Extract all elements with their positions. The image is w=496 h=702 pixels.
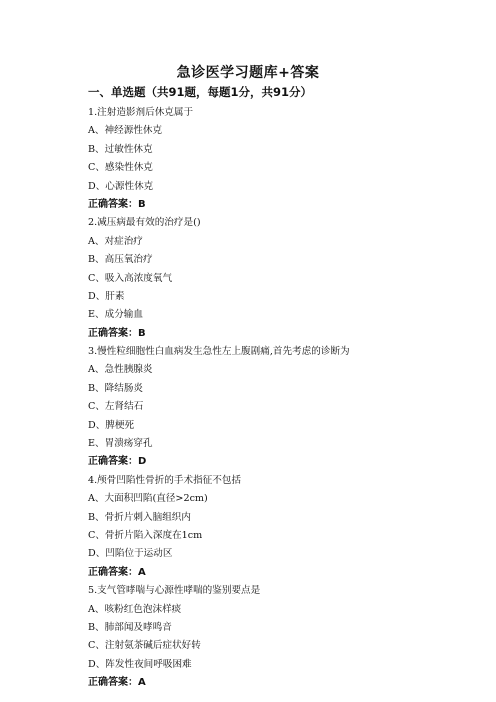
answer-option: A、对症治疗 [88, 235, 143, 247]
answer-option: B、过敏性休克 [88, 143, 153, 155]
question-block [88, 214, 418, 343]
correct-answer: 正确答案：A [88, 566, 146, 578]
correct-answer: 正确答案：B [88, 198, 146, 210]
correct-answer: 正确答案：A [88, 677, 146, 689]
answer-option: E、胃溃疡穿孔 [88, 438, 153, 450]
answer-option: B、降结肠炎 [88, 382, 144, 394]
answer-option: A、咳粉红色泡沫样痰 [88, 603, 182, 615]
answer-option: E、成分输血 [88, 309, 143, 321]
answer-option: B、高压氧治疗 [88, 254, 153, 266]
answer-option: C、吸入高浓度氧气 [88, 272, 173, 284]
answer-option: C、注射氨茶碱后症状好转 [88, 640, 201, 652]
question-stem: 1.注射造影剂后休克属于 [88, 107, 194, 118]
answer-option: A、大面积凹陷(直径>2cm) [88, 493, 208, 505]
question-block [88, 472, 418, 582]
answer-option: A、急性胰腺炎 [88, 364, 153, 376]
question-block [88, 582, 418, 692]
question-block [88, 343, 418, 472]
answer-option: A、神经源性休克 [88, 125, 163, 137]
answer-option: D、阵发性夜间呼吸困难 [88, 658, 192, 670]
document-title: 急诊医学习题库+答案 [176, 65, 320, 81]
question-list [88, 104, 418, 693]
answer-option: D、凹陷位于运动区 [88, 548, 173, 560]
correct-answer: 正确答案：D [88, 456, 147, 468]
answer-option: B、肺部闻及哮鸣音 [88, 621, 172, 633]
section-heading: 一、单选题（共91题，每题1分，共91分） [88, 85, 313, 99]
question-stem: 4.颅骨凹陷性骨折的手术指征不包括 [88, 474, 242, 486]
answer-option: D、心源性休克 [88, 180, 154, 192]
question-block [88, 104, 418, 214]
question-stem: 2.减压病最有效的治疗是() [88, 217, 201, 229]
question-stem: 5.支气管哮喘与心源性哮喘的鉴别要点是 [88, 585, 261, 597]
question-stem: 3.慢性粒细胞性白血病发生急性左上腹剧痛,首先考虑的诊断为 [88, 346, 350, 358]
answer-option: C、骨折片陷入深度在1cm [88, 529, 203, 541]
answer-option: D、肝素 [88, 290, 125, 302]
correct-answer: 正确答案：B [88, 327, 146, 339]
answer-option: B、骨折片刺入脑组织内 [88, 511, 191, 523]
answer-option: C、左肾结石 [88, 401, 144, 413]
answer-option: D、脾梗死 [88, 419, 135, 431]
answer-option: C、感染性休克 [88, 162, 153, 174]
